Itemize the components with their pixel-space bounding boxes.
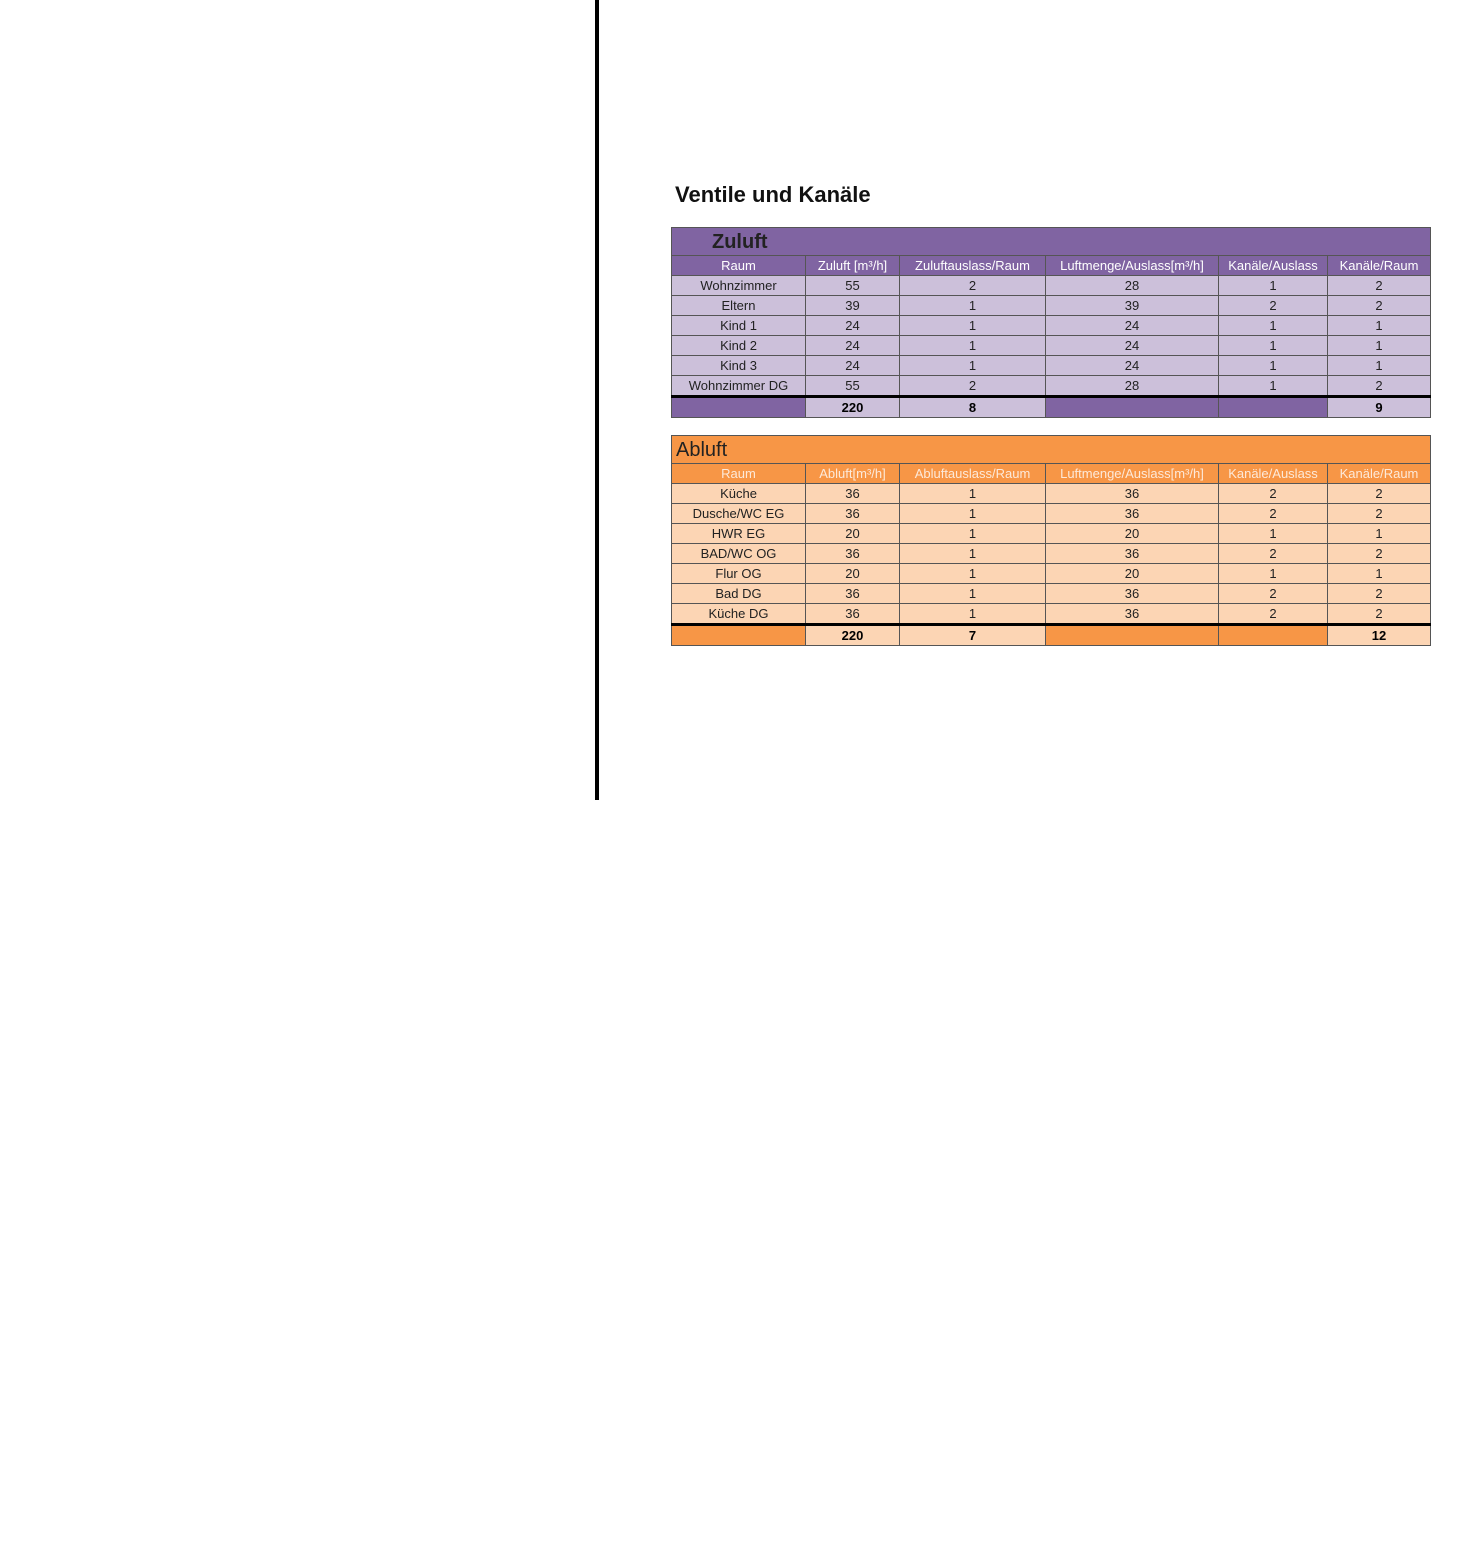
total-cell	[1219, 625, 1328, 646]
table-cell: 1	[900, 316, 1046, 336]
table-cell: 2	[1328, 296, 1431, 316]
table-cell: Flur OG	[672, 564, 806, 584]
table-row	[672, 296, 1431, 316]
table-row	[672, 604, 1431, 625]
zuluft-total-row	[672, 397, 1431, 418]
table-cell: 1	[900, 484, 1046, 504]
table-cell: 36	[1046, 504, 1219, 524]
table-cell: 2	[1328, 504, 1431, 524]
table-cell: 20	[806, 564, 900, 584]
total-cell	[1046, 397, 1219, 418]
table-row	[672, 316, 1431, 336]
column-header: Abluftauslass/Raum	[900, 464, 1046, 484]
table-cell: 2	[1328, 276, 1431, 296]
table-cell: 1	[1219, 524, 1328, 544]
table-cell: 39	[1046, 296, 1219, 316]
table-cell: 24	[806, 336, 900, 356]
abluft-header-row	[672, 464, 1431, 484]
column-header: Kanäle/Raum	[1328, 464, 1431, 484]
table-cell: 20	[1046, 564, 1219, 584]
total-cell: 9	[1328, 397, 1431, 418]
total-cell: 7	[900, 625, 1046, 646]
column-header: Luftmenge/Auslass[m³/h]	[1046, 256, 1219, 276]
column-header: Kanäle/Auslass	[1219, 464, 1328, 484]
table-cell: 24	[1046, 356, 1219, 376]
table-row	[672, 564, 1431, 584]
table-cell: 55	[806, 276, 900, 296]
vertical-divider-line	[595, 0, 599, 800]
table-cell: 2	[1328, 604, 1431, 625]
table-cell: 1	[1328, 564, 1431, 584]
table-row	[672, 276, 1431, 296]
table-cell: 24	[1046, 336, 1219, 356]
total-cell: 220	[806, 397, 900, 418]
zuluft-table	[671, 227, 1431, 418]
table-cell: 20	[806, 524, 900, 544]
column-header: Kanäle/Raum	[1328, 256, 1431, 276]
table-cell: 1	[1219, 336, 1328, 356]
total-cell	[672, 397, 806, 418]
table-cell: 2	[900, 276, 1046, 296]
total-cell	[672, 625, 806, 646]
table-cell: 1	[1328, 316, 1431, 336]
table-cell: Kind 2	[672, 336, 806, 356]
table-cell: 1	[900, 356, 1046, 376]
table-cell: 1	[900, 504, 1046, 524]
table-cell: Kind 3	[672, 356, 806, 376]
table-cell: 2	[1219, 484, 1328, 504]
table-cell: 39	[806, 296, 900, 316]
total-cell: 220	[806, 625, 900, 646]
table-cell: 36	[806, 504, 900, 524]
table-cell: 1	[1328, 356, 1431, 376]
column-header: Luftmenge/Auslass[m³/h]	[1046, 464, 1219, 484]
zuluft-header-row	[672, 256, 1431, 276]
table-cell: 36	[806, 584, 900, 604]
table-cell: Wohnzimmer	[672, 276, 806, 296]
column-header: Raum	[672, 256, 806, 276]
table-cell: HWR EG	[672, 524, 806, 544]
table-cell: 2	[1219, 504, 1328, 524]
table-cell: Wohnzimmer DG	[672, 376, 806, 397]
table-cell: 2	[1219, 584, 1328, 604]
abluft-total-row	[672, 625, 1431, 646]
table-cell: 1	[900, 524, 1046, 544]
table-cell: 36	[1046, 584, 1219, 604]
table-cell: 1	[1219, 276, 1328, 296]
table-cell: 2	[1219, 544, 1328, 564]
table-cell: Küche DG	[672, 604, 806, 625]
table-cell: 24	[806, 356, 900, 376]
table-cell: Küche	[672, 484, 806, 504]
table-cell: 55	[806, 376, 900, 397]
table-cell: 2	[1219, 604, 1328, 625]
table-cell: 24	[806, 316, 900, 336]
table-row	[672, 336, 1431, 356]
table-cell: Kind 1	[672, 316, 806, 336]
column-header: Zuluftauslass/Raum	[900, 256, 1046, 276]
total-cell	[1219, 397, 1328, 418]
section-title: Ventile und Kanäle	[675, 182, 871, 207]
total-cell	[1046, 625, 1219, 646]
table-cell: Dusche/WC EG	[672, 504, 806, 524]
table-cell: 28	[1046, 376, 1219, 397]
table-cell: Bad DG	[672, 584, 806, 604]
table-cell: 1	[900, 564, 1046, 584]
table-cell: 1	[900, 544, 1046, 564]
column-header: Kanäle/Auslass	[1219, 256, 1328, 276]
table-cell: 36	[806, 544, 900, 564]
table-cell: 2	[1328, 376, 1431, 397]
table-row	[672, 356, 1431, 376]
abluft-caption-row	[672, 436, 1431, 464]
table-cell: 1	[900, 604, 1046, 625]
table-row	[672, 484, 1431, 504]
total-cell: 12	[1328, 625, 1431, 646]
table-cell: 36	[1046, 484, 1219, 504]
table-cell: 36	[806, 604, 900, 625]
table-cell: 1	[1219, 356, 1328, 376]
table-row	[672, 504, 1431, 524]
table-cell: 2	[1328, 484, 1431, 504]
column-header: Abluft[m³/h]	[806, 464, 900, 484]
table-cell: 1	[900, 336, 1046, 356]
table-cell: 20	[1046, 524, 1219, 544]
table-cell: 1	[1219, 316, 1328, 336]
abluft-table	[671, 435, 1431, 646]
table-cell: 1	[1219, 564, 1328, 584]
table-cell: 2	[1219, 296, 1328, 316]
table-row	[672, 376, 1431, 397]
table-row	[672, 524, 1431, 544]
table-cell: BAD/WC OG	[672, 544, 806, 564]
table-cell: 28	[1046, 276, 1219, 296]
table-cell: 36	[1046, 604, 1219, 625]
table-cell: 1	[900, 584, 1046, 604]
table-cell: 24	[1046, 316, 1219, 336]
column-header: Raum	[672, 464, 806, 484]
zuluft-caption-row	[672, 228, 1431, 256]
total-cell: 8	[900, 397, 1046, 418]
column-header: Zuluft [m³/h]	[806, 256, 900, 276]
table-cell: Eltern	[672, 296, 806, 316]
table-cell: 36	[806, 484, 900, 504]
table-row	[672, 544, 1431, 564]
table-cell: 1	[1328, 524, 1431, 544]
table-cell: 2	[1328, 584, 1431, 604]
zuluft-caption: Zuluft	[672, 228, 1431, 256]
table-cell: 1	[900, 296, 1046, 316]
table-cell: 36	[1046, 544, 1219, 564]
abluft-caption: Abluft	[672, 436, 1431, 464]
table-cell: 2	[900, 376, 1046, 397]
table-cell: 1	[1328, 336, 1431, 356]
table-cell: 1	[1219, 376, 1328, 397]
table-row	[672, 584, 1431, 604]
table-cell: 2	[1328, 544, 1431, 564]
